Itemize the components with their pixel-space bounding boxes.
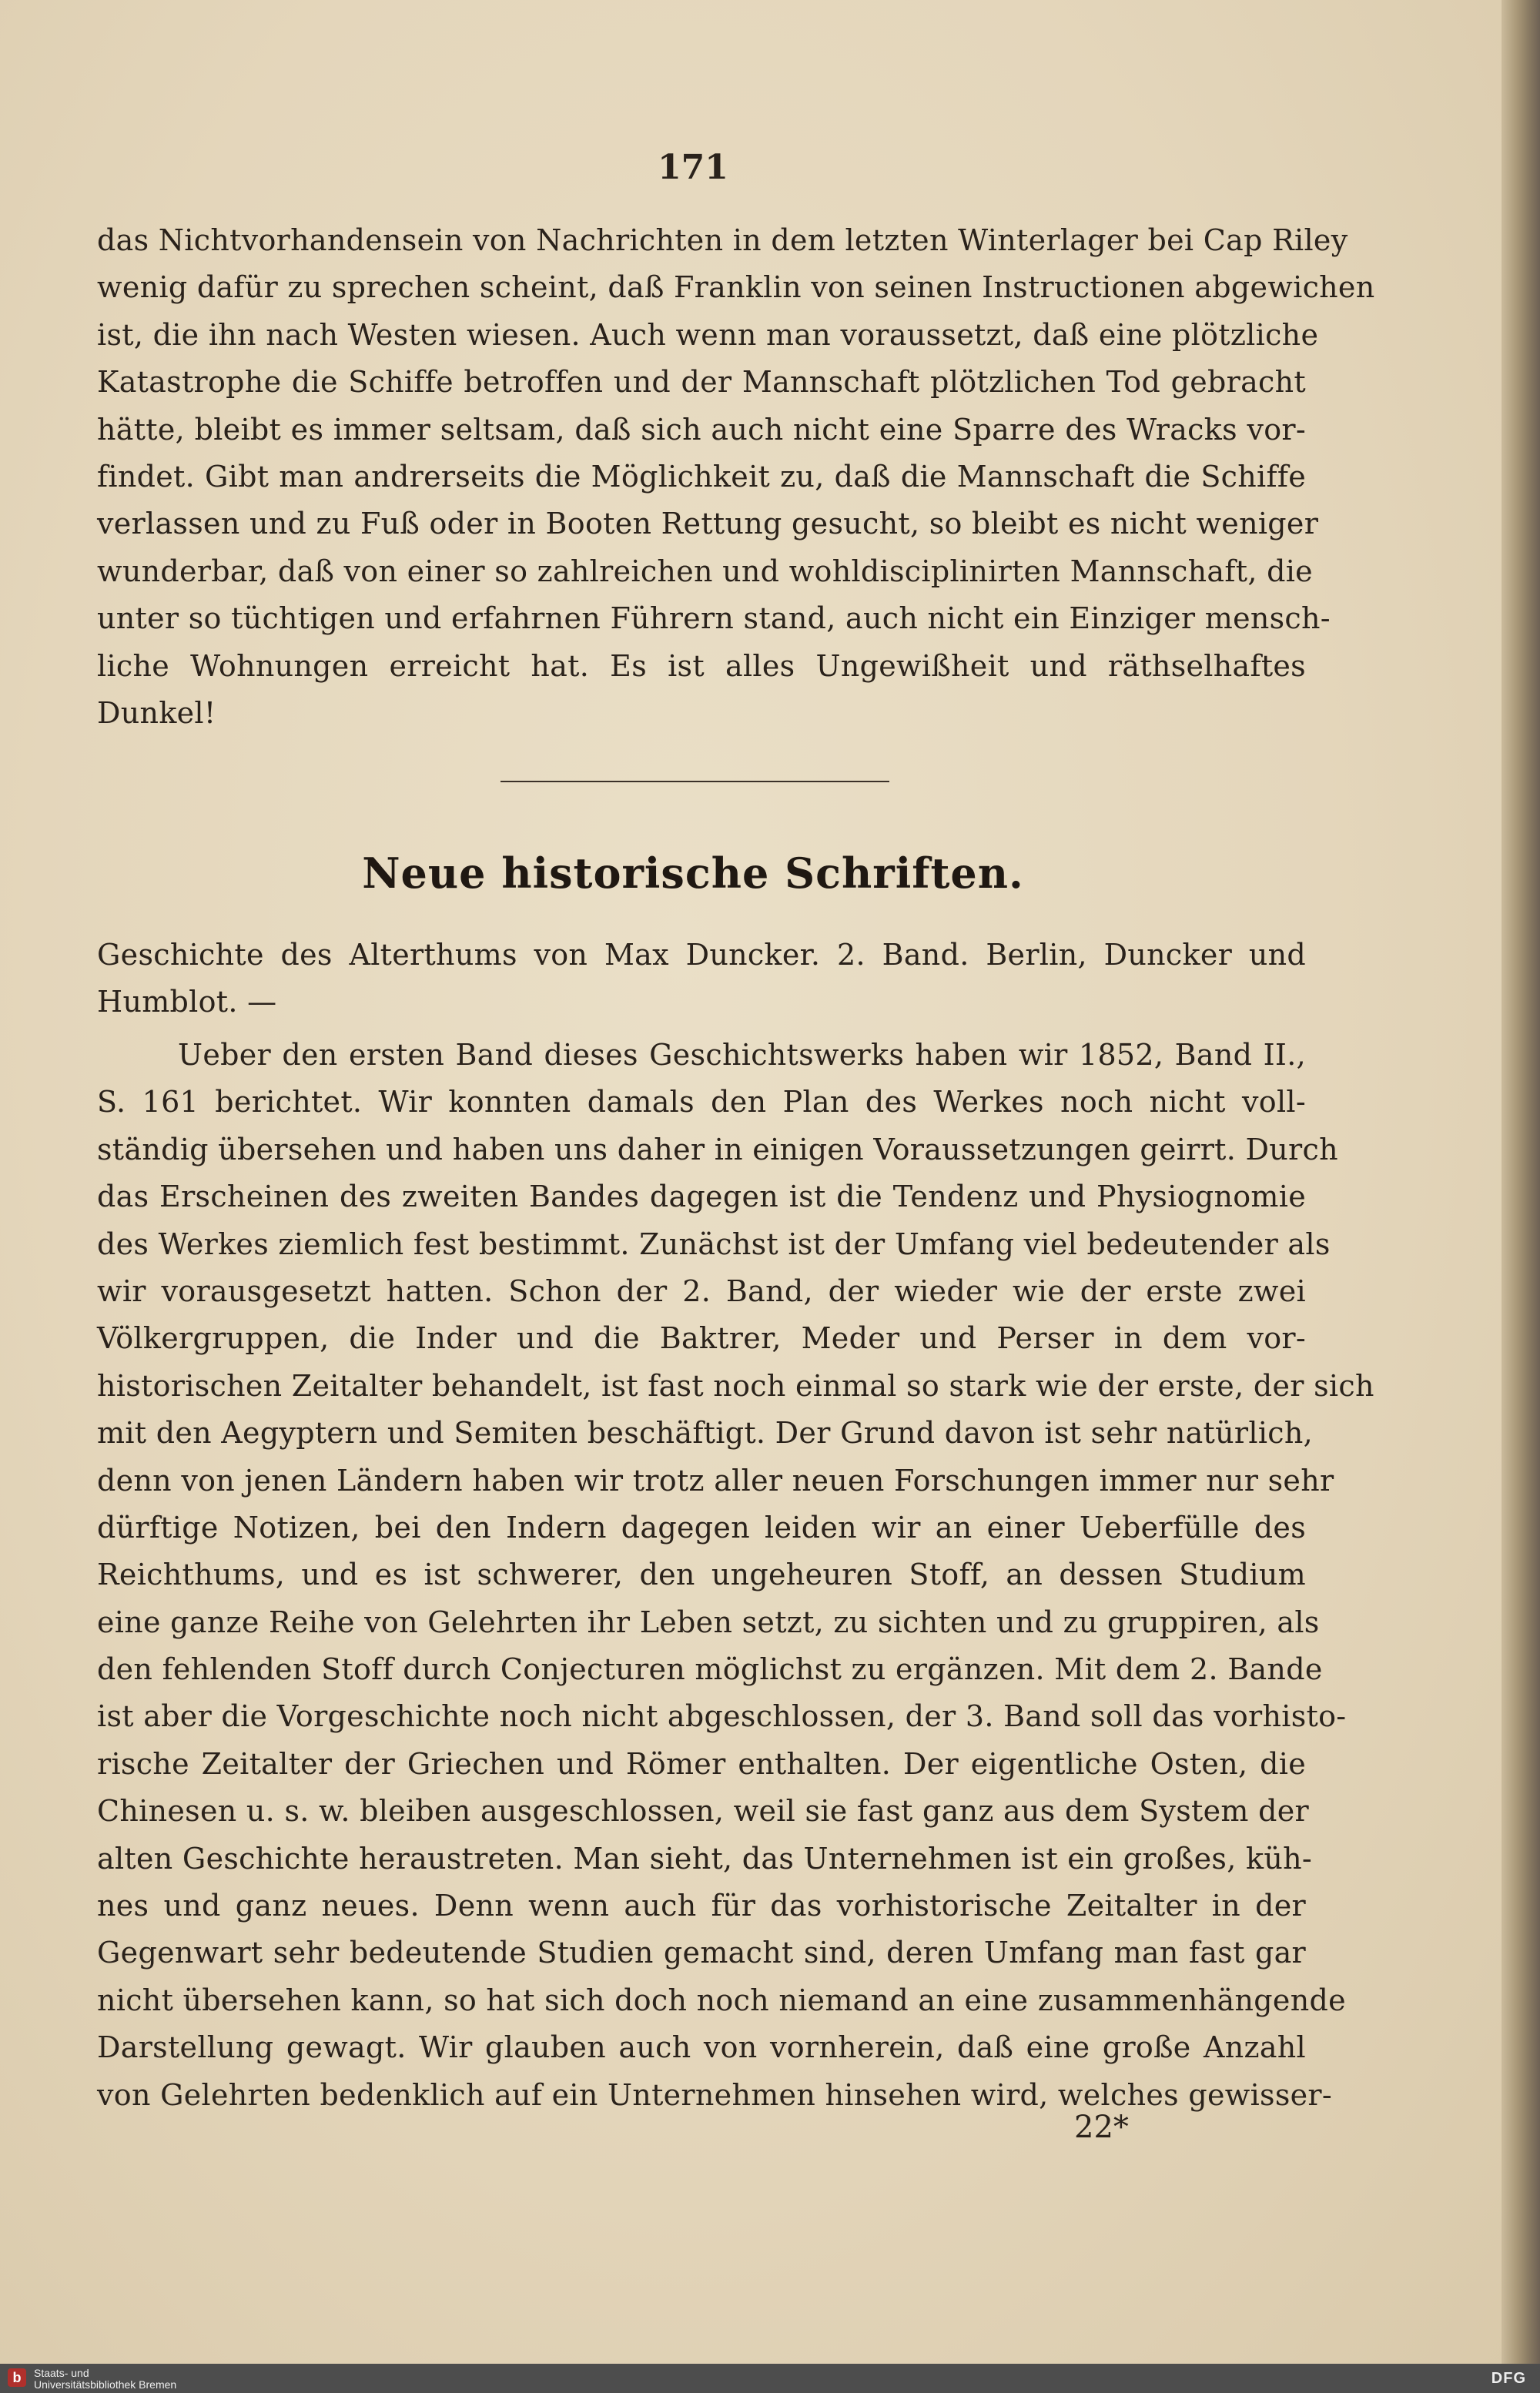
text-line: S. 161 berichtet. Wir konnten damals den Plan des Werkes noch nicht voll- [97,1085,1306,1120]
page-edge [1502,0,1540,2364]
text-line: Dunkel! [97,695,216,730]
review-body [97,1032,1374,2119]
text-line: nes und ganz neues. Denn wenn auch für das vorhistorische Zeitalter in der [97,1889,1306,1923]
citation-line: Geschichte des Alterthums von Max Duncker. 2. Band. Berlin, Duncker und [97,938,1306,972]
text-line: mit den Aegyptern und Semiten beschäftigt. Der Grund davon ist sehr natürlich, [97,1416,1314,1451]
text-line: des Werkes ziemlich fest bestimmt. Zunächst ist der Umfang viel bedeutender als [97,1227,1331,1261]
text-line: dürftige Notizen, bei den Indern dagegen leiden wir an einer Ueberfülle des [97,1510,1306,1545]
top-paragraph [97,217,1375,737]
text-line: verlassen und zu Fuß oder in Booten Rettung gesucht, so bleibt es nicht weniger [97,507,1319,541]
text-line: ist, die ihn nach Westen wiesen. Auch wenn man voraussetzt, daß eine plötzliche [97,317,1319,352]
text-line: wunderbar, daß von einer so zahlreichen und wohldisciplinirten Mannschaft, die [97,554,1313,588]
text-line: eine ganze Reihe von Gelehrten ihr Leben setzt, zu sichten und zu gruppiren, als [97,1605,1320,1639]
viewer-footer [0,2364,1540,2393]
text-line: rische Zeitalter der Griechen und Römer enthalten. Der eigentliche Osten, die [97,1746,1306,1781]
text-line: Darstellung gewagt. Wir glauben auch von vornherein, daß eine große Anzahl [97,2030,1306,2065]
text-line: Katastrophe die Schiffe betroffen und der Mannschaft plötzlichen Tod gebracht [97,365,1306,400]
text-line: findet. Gibt man andrerseits die Möglichkeit zu, daß die Mannschaft die Schiffe [97,459,1306,494]
text-line: ständig übersehen und haben uns daher in einigen Voraussetzungen geirrt. Durch [97,1132,1338,1166]
book-citation [97,932,1306,1026]
library-name-line2: Universitätsbibliothek Bremen [34,2378,177,2391]
text-line: liche Wohnungen erreicht hat. Es ist alles Ungewißheit und räthselhaftes [97,648,1306,683]
text-line: den fehlenden Stoff durch Conjecturen möglichst zu ergänzen. Mit dem 2. Bande [97,1652,1323,1687]
section-heading: Neue historische Schriften. [362,848,1024,898]
text-line: hätte, bleibt es immer seltsam, daß sich auch nicht eine Sparre des Wracks vor- [97,412,1306,447]
library-logo-icon: b [8,2368,26,2387]
text-line: Ueber den ersten Band dieses Geschichtswerks haben wir 1852, Band II., [178,1038,1306,1072]
text-line: von Gelehrten bedenklich auf ein Unternehmen hinsehen wird, welches gewisser- [97,2077,1333,2112]
section-divider [500,781,889,782]
text-line: das Erscheinen des zweiten Bandes dagegen ist die Tendenz und Physiognomie [97,1180,1306,1214]
text-line: wenig dafür zu sprechen scheint, daß Franklin von seinen Instructionen abgewichen [97,270,1375,305]
text-line: Reichthums, und es ist schwerer, den ungeheuren Stoff, an dessen Studium [97,1558,1306,1592]
page-number: 171 [658,148,728,187]
text-line: historischen Zeitalter behandelt, ist fast noch einmal so stark wie der erste, der sich [97,1368,1374,1403]
text-line: nicht übersehen kann, so hat sich doch noch niemand an eine zusammenhängende [97,1983,1346,2017]
library-name-line1: Staats- und [34,2367,89,2379]
dfg-logo: DFG [1491,2370,1526,2387]
text-line: denn von jenen Ländern haben wir trotz aller neuen Forschungen immer nur sehr [97,1463,1334,1498]
printer-signature: 22* [1074,2110,1129,2145]
citation-line: Humblot. — [97,985,277,1019]
text-line: wir vorausgesetzt hatten. Schon der 2. Band, der wieder wie der erste zwei [97,1273,1306,1308]
text-line: Chinesen u. s. w. bleiben ausgeschlossen, weil sie fast ganz aus dem System der [97,1794,1309,1829]
text-line: unter so tüchtigen und erfahrnen Führern stand, auch nicht ein Einziger mensch- [97,601,1331,636]
text-line: Gegenwart sehr bedeutende Studien gemacht sind, deren Umfang man fast gar [97,1936,1306,1970]
text-line: das Nichtvorhandensein von Nachrichten in dem letzten Winterlager bei Cap Riley [97,223,1348,257]
text-line: alten Geschichte heraustreten. Man sieht, das Unternehmen ist ein großes, küh- [97,1841,1313,1876]
text-line: ist aber die Vorgeschichte noch nicht abgeschlossen, der 3. Band soll das vorhisto- [97,1699,1347,1734]
text-line: Völkergruppen, die Inder und die Baktrer, Meder und Perser in dem vor- [97,1321,1306,1356]
